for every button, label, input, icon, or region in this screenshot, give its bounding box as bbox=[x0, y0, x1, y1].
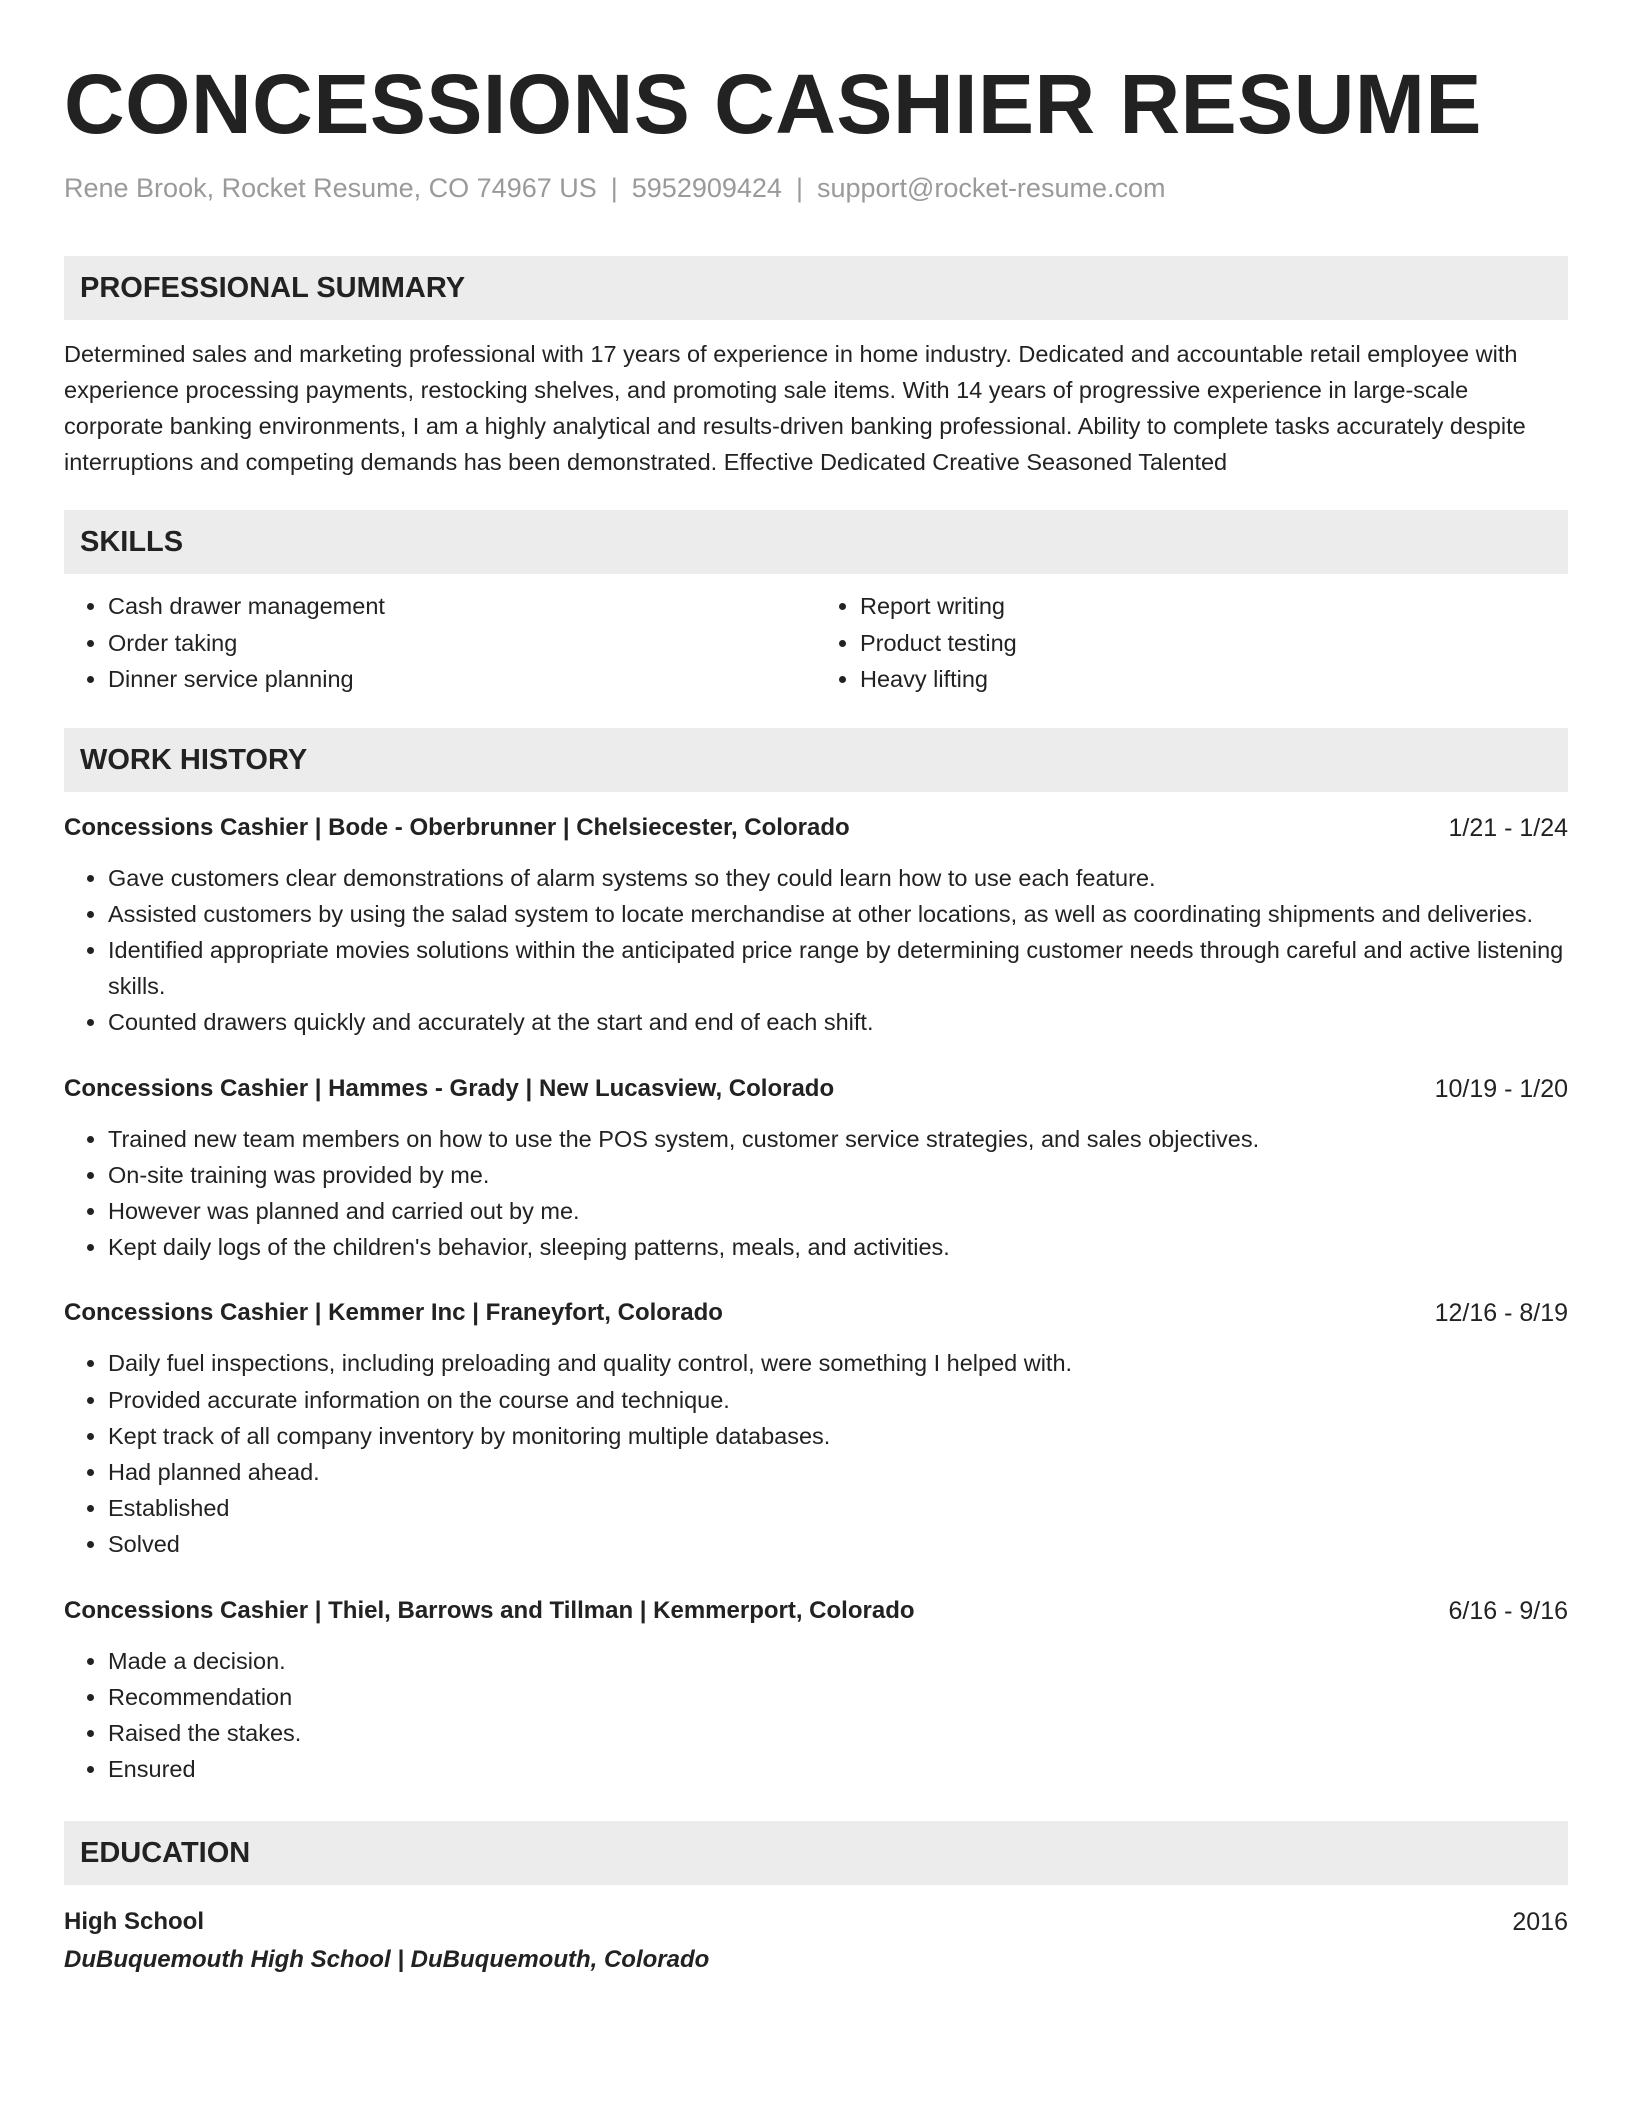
job-bullet: • Recommendation bbox=[108, 1679, 1568, 1715]
skills-column-left bbox=[64, 588, 816, 698]
job-bullet: • Had planned ahead. bbox=[108, 1454, 1568, 1490]
section-heading-summary: PROFESSIONAL SUMMARY bbox=[64, 256, 1568, 320]
resume-title: CONCESSIONS CASHIER RESUME bbox=[64, 57, 1482, 151]
job-bullets bbox=[64, 1643, 1568, 1788]
job-header bbox=[64, 1071, 1568, 1107]
job-bullet: • Solved bbox=[108, 1526, 1568, 1562]
education-entry bbox=[64, 1903, 1568, 1979]
skill-item: • Cash drawer management bbox=[108, 588, 816, 625]
job-bullets bbox=[64, 1121, 1568, 1266]
education-degree: High School bbox=[64, 1908, 204, 1936]
section-heading-work: WORK HISTORY bbox=[64, 728, 1568, 792]
skills-list bbox=[64, 588, 1568, 698]
job-bullet: • Counted drawers quickly and accurately at the start and end of each shift. bbox=[108, 1004, 1568, 1040]
job-header bbox=[64, 1593, 1568, 1629]
skill-item: • Heavy lifting bbox=[860, 661, 1568, 698]
contact-email: support@rocket-resume.com bbox=[816, 173, 1166, 203]
education-year: 2016 bbox=[1512, 1908, 1568, 1937]
education-header bbox=[64, 1903, 1568, 1941]
job-bullet: • Assisted customers by using the salad system to locate merchandise at other locations, as well as coordinating shipments and deliveries. bbox=[108, 896, 1568, 932]
section-heading-education: EDUCATION bbox=[64, 1821, 1568, 1885]
job-bullets bbox=[64, 860, 1568, 1041]
contact-address: Rene Brook, Rocket Resume, CO 74967 US bbox=[64, 173, 597, 203]
skill-item: • Order taking bbox=[108, 625, 816, 662]
section-heading-skills: SKILLS bbox=[64, 510, 1568, 574]
job-title: Concessions Cashier | Thiel, Barrows and Tillman | Kemmerport, Colorado bbox=[64, 1596, 915, 1624]
job-bullet: • On-site training was provided by me. bbox=[108, 1157, 1568, 1193]
skill-item: • Product testing bbox=[860, 625, 1568, 662]
contact-separator: | bbox=[610, 173, 618, 203]
job-bullet: • Made a decision. bbox=[108, 1643, 1568, 1679]
job-bullet: • Ensured bbox=[108, 1751, 1568, 1787]
job-bullet: • Kept track of all company inventory by monitoring multiple databases. bbox=[108, 1418, 1568, 1454]
job-title: Concessions Cashier | Hammes - Grady | New Lucasview, Colorado bbox=[64, 1074, 835, 1102]
job-header bbox=[64, 810, 1568, 846]
job-entry bbox=[64, 1295, 1568, 1562]
job-bullet: • Provided accurate information on the course and technique. bbox=[108, 1382, 1568, 1418]
job-entry bbox=[64, 1071, 1568, 1266]
summary-text: Determined sales and marketing professional with 17 years of experience in home industry. Dedicated and accountable retail employee with experience processing payments, restocking shelves, and promoting sale items. With 14 years of progressive experience in large-scale corporate banking environments, I am a highly analytical and results-driven banking professional. Ability to complete tasks accurately despite interruptions and competing demands has been demonstrated. Effective Dedicated Creative Seasoned Talented bbox=[64, 341, 1526, 475]
skills-column-right bbox=[816, 588, 1568, 698]
contact-line bbox=[64, 170, 1568, 206]
job-title: Concessions Cashier | Kemmer Inc | Franeyfort, Colorado bbox=[64, 1299, 723, 1327]
job-bullet: • However was planned and carried out by me. bbox=[108, 1193, 1568, 1229]
skill-item: • Report writing bbox=[860, 588, 1568, 625]
skill-item: • Dinner service planning bbox=[108, 661, 816, 698]
job-bullet: • Gave customers clear demonstrations of alarm systems so they could learn how to use each feature. bbox=[108, 860, 1568, 896]
job-bullet: • Daily fuel inspections, including preloading and quality control, were something I helped with. bbox=[108, 1345, 1568, 1381]
job-dates: 12/16 - 8/19 bbox=[1434, 1299, 1568, 1328]
job-entry bbox=[64, 810, 1568, 1041]
education-school: DuBuquemouth High School | DuBuquemouth, Colorado bbox=[64, 1946, 710, 1974]
job-bullets bbox=[64, 1345, 1568, 1562]
job-dates: 6/16 - 9/16 bbox=[1448, 1596, 1568, 1625]
contact-separator: | bbox=[795, 173, 803, 203]
job-bullet: • Raised the stakes. bbox=[108, 1715, 1568, 1751]
contact-phone: 5952909424 bbox=[631, 173, 782, 203]
job-entry bbox=[64, 1593, 1568, 1788]
job-dates: 10/19 - 1/20 bbox=[1434, 1074, 1568, 1103]
job-title: Concessions Cashier | Bode - Oberbrunner | Chelsiecester, Colorado bbox=[64, 813, 850, 841]
job-bullet: • Established bbox=[108, 1490, 1568, 1526]
job-bullet: • Identified appropriate movies solutions within the anticipated price range by determining customer needs through careful and active listening skills. bbox=[108, 932, 1568, 1004]
job-header bbox=[64, 1295, 1568, 1331]
job-bullet: • Trained new team members on how to use the POS system, customer service strategies, and sales objectives. bbox=[108, 1121, 1568, 1157]
job-bullet: • Kept daily logs of the children's behavior, sleeping patterns, meals, and activities. bbox=[108, 1229, 1568, 1265]
job-dates: 1/21 - 1/24 bbox=[1448, 813, 1568, 842]
